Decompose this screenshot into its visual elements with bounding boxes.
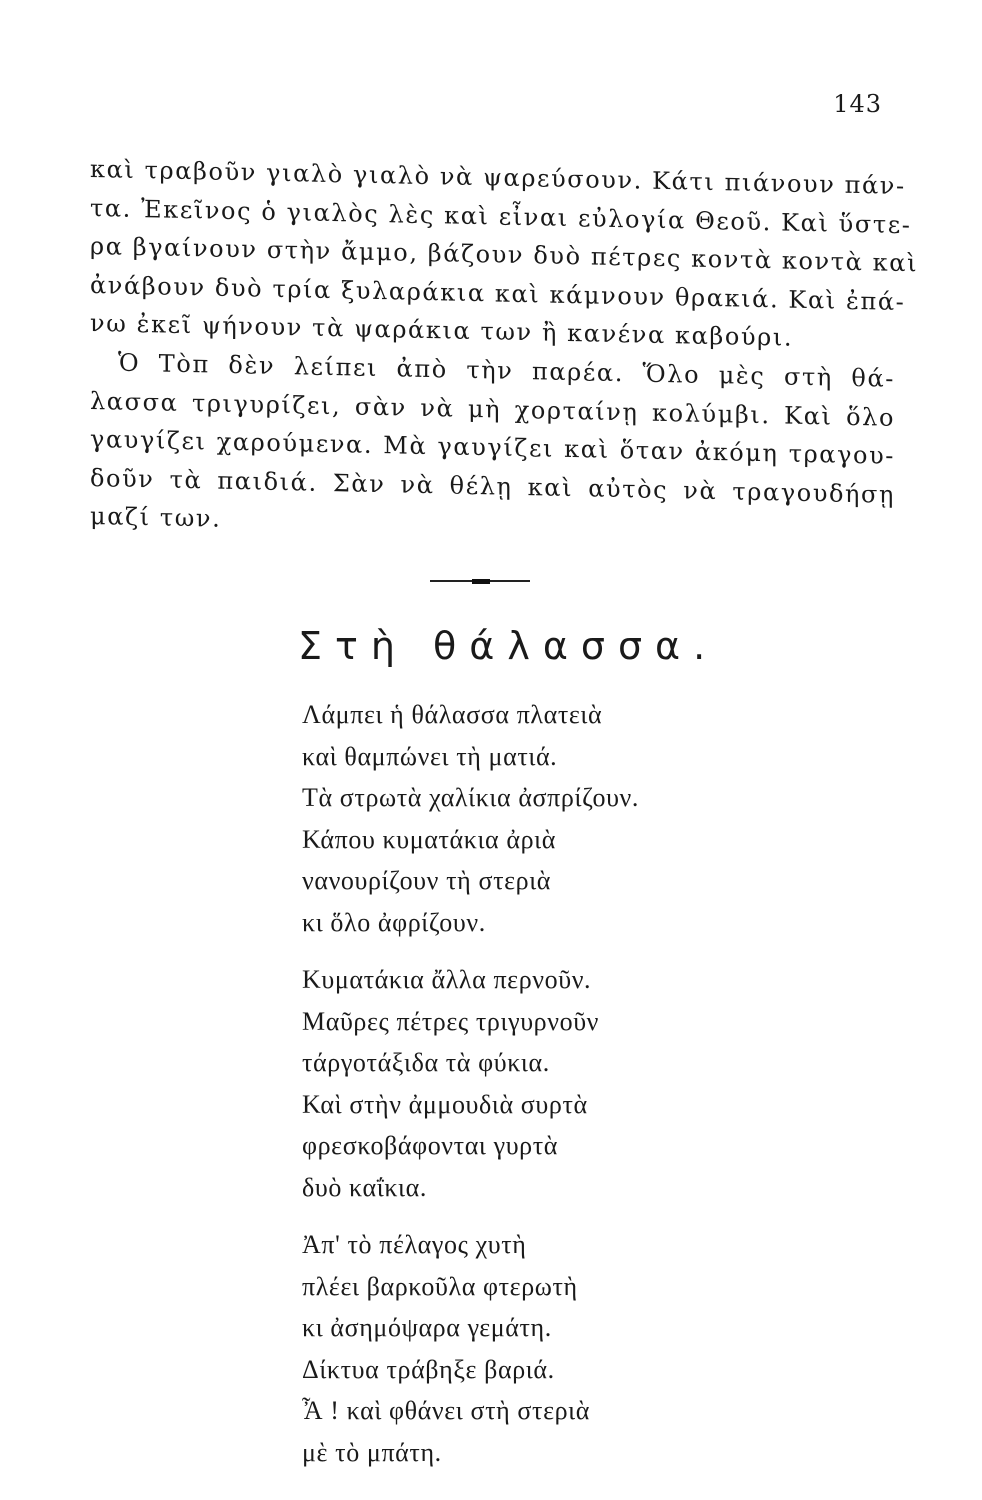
poem-verse: Ἆ ! καὶ φθάνει στὴ στεριὰ	[302, 1396, 590, 1425]
prose-line: λασσα τριγυρίζει, σὰν νὰ μὴ χορταίνῃ κολύμβι. Καὶ ὅλο	[90, 386, 895, 432]
prose-paragraphs	[90, 150, 919, 553]
poem-verse: φρεσκοβάφονται γυρτὰ	[302, 1131, 559, 1160]
poem-verse: Κυματάκια ἄλλα περνοῦν.	[302, 965, 592, 994]
poem-verse: τάργοτάξιδα τὰ φύκια.	[302, 1048, 550, 1077]
prose-line: Ὁ Τὸπ δὲν λείπει ἀπὸ τὴν παρέα. Ὅλο μὲς στὴ θά-	[118, 348, 895, 393]
poem-verse: Μαῦρες πέτρες τριγυρνοῦν	[302, 1006, 600, 1036]
poem-verse: Δίκτυα τράβηξε βαριά.	[302, 1354, 555, 1384]
poem-stanza-3	[302, 1224, 902, 1473]
poem-verse: κι ἀσημόψαρα γεμάτη.	[302, 1313, 552, 1342]
prose-line: μαζί των.	[90, 502, 222, 534]
poem-verse: κι ὅλο ἀφρίζουν.	[302, 907, 486, 937]
poem-body	[302, 694, 902, 1489]
poem-stanza-1	[302, 694, 902, 943]
poem-verse: Καὶ στὴν ἀμμουδιὰ συρτὰ	[302, 1089, 588, 1119]
poem-verse: μὲ τὸ μπάτη.	[302, 1437, 442, 1467]
prose-line: καὶ τραβοῦν γιαλὸ γιαλὸ νὰ ψαρεύσουν. Κάτι πιάνουν πάν-	[90, 155, 906, 201]
poem-verse: καὶ θαμπώνει τὴ ματιά.	[302, 741, 558, 771]
page-number: 143	[833, 90, 882, 118]
poem-stanza-2	[302, 959, 902, 1208]
poem-title: Στὴ θάλασσα.	[298, 624, 719, 668]
prose-line: δοῦν τὰ παιδιά. Σὰν νὰ θέλῃ καὶ αὐτὸς νὰ τραγουδήσῃ	[90, 463, 895, 509]
divider-center-mark	[472, 579, 490, 584]
poem-verse: Ἀπ' τὸ πέλαγος χυτὴ	[302, 1230, 527, 1259]
poem-verse: δυὸ καΐκια.	[302, 1172, 427, 1202]
poem-verse: Κάπου κυματάκια ἀριὰ	[302, 824, 556, 854]
poem-verse: Τὰ στρωτὰ χαλίκια ἀσπρίζουν.	[302, 783, 640, 812]
poem-verse: Λάμπει ἡ θάλασσα πλατειὰ	[302, 700, 603, 729]
poem-verse: πλέει βαρκοῦλα φτερωτὴ	[302, 1271, 578, 1301]
prose-line: τα. Ἐκεῖνος ὁ γιαλὸς λὲς καὶ εἶναι εὐλογία Θεοῦ. Καὶ ὕστε-	[90, 193, 912, 239]
prose-line: νω ἐκεῖ ψήνουν τὰ ψαράκια των ἢ κανένα καβούρι.	[90, 309, 794, 353]
prose-line: ρα βγαίνουν στὴν ἄμμο, βάζουν δυὸ πέτρες κοντὰ κοντὰ καὶ	[90, 232, 919, 278]
section-divider	[430, 580, 530, 582]
prose-line: ἀνάβουν δυὸ τρία ξυλαράκια καὶ κάμνουν θρακιά. Καὶ ἐπά-	[90, 270, 906, 316]
prose-line: γαυγίζει χαρούμενα. Μὰ γαυγίζει καὶ ὅταν ἀκόμη τραγου-	[90, 425, 895, 471]
poem-verse: νανουρίζουν τὴ στεριὰ	[302, 866, 552, 895]
